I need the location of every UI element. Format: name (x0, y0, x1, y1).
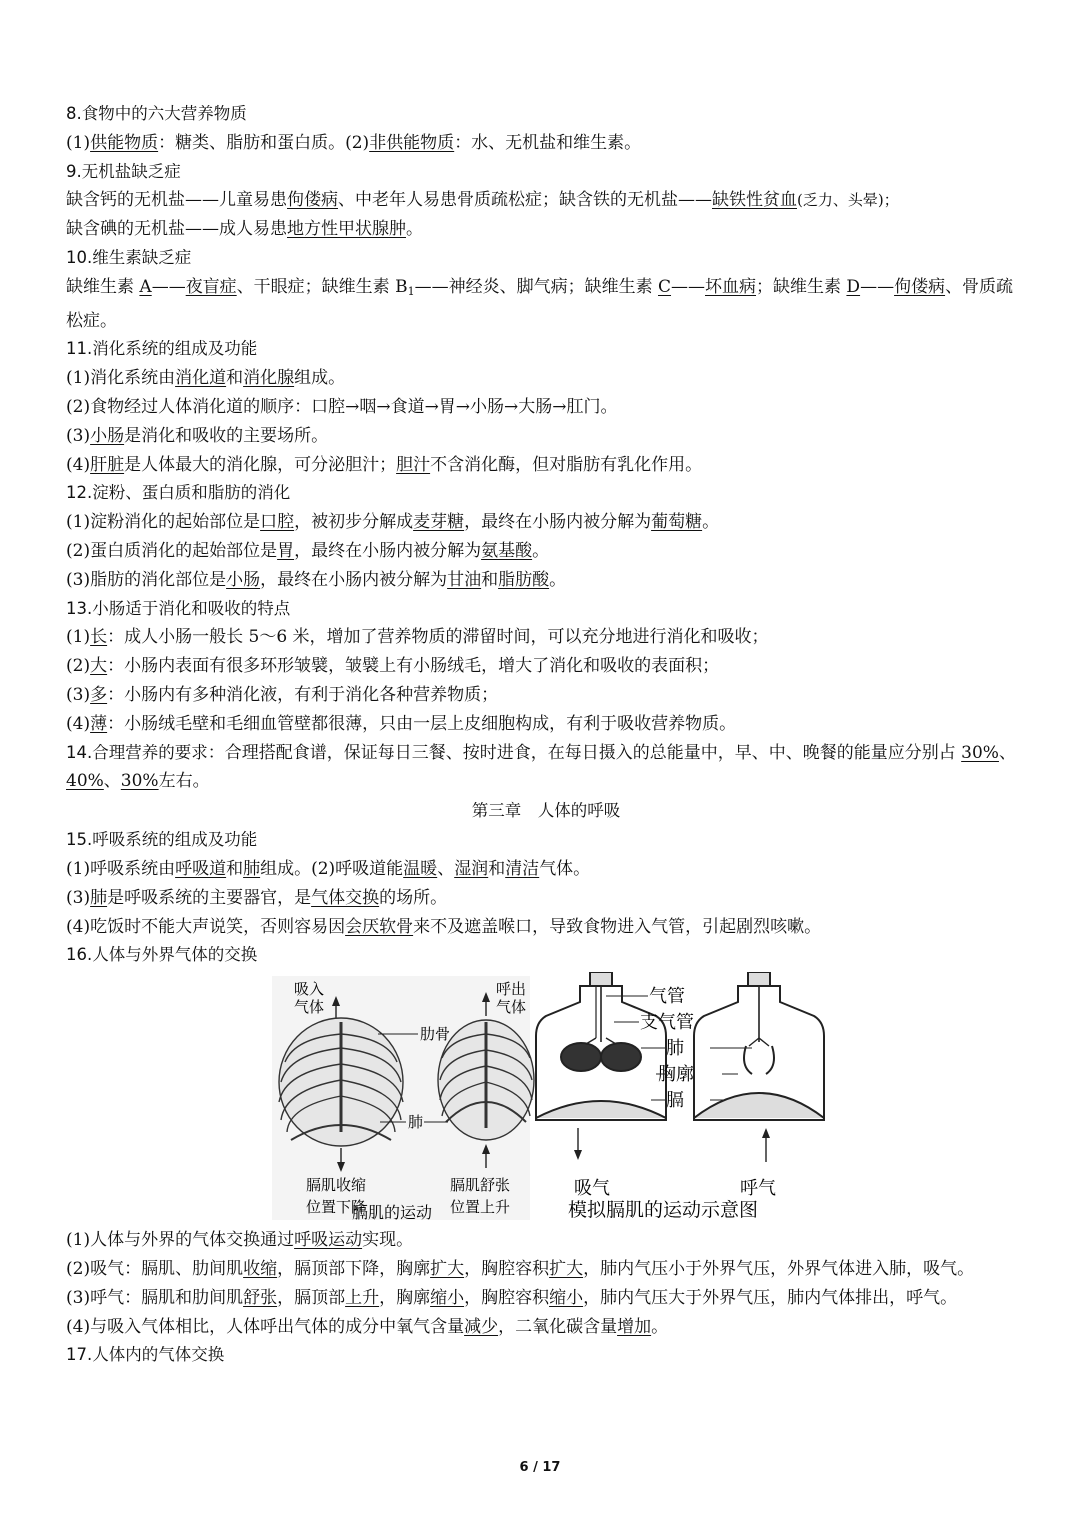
document-page (66, 100, 1026, 1370)
left-caption: 膈肌的运动 (352, 1203, 433, 1223)
section-13-line-4: (4)薄：小肠绒毛壁和毛细血管壁都很薄，只由一层上皮细胞构成，有利于吸收营养物质。 (66, 713, 737, 734)
contract-label-2: 位置下降 (306, 1198, 367, 1217)
section-8-line-1: (1)供能物质：糖类、脂肪和蛋白质。(2)非供能物质：水、无机盐和维生素。 (66, 132, 642, 153)
section-10-title: 10.维生素缺乏症 (66, 247, 192, 267)
section-11-line-2: (2)食物经过人体消化道的顺序：口腔→咽→食道→胃→小肠→大肠→肛门。 (66, 396, 618, 417)
inhale-air-label-1: 吸入 (294, 980, 325, 999)
model-label-lung: 肺 (666, 1038, 684, 1060)
section-15-line-1: (1)呼吸系统由呼吸道和肺组成。(2)呼吸道能温暖、湿润和清洁气体。 (66, 858, 591, 879)
section-15-title: 15.呼吸系统的组成及功能 (66, 830, 258, 850)
section-16-line-4: (4)与吸入气体相比，人体呼出气体的成分中氧气含量减少，二氧化碳含量增加。 (66, 1316, 669, 1337)
section-9-line-2: 缺含碘的无机盐——成人易患地方性甲状腺肿。 (66, 219, 423, 240)
section-9-line-1: 缺含钙的无机盐——儿童易患佝偻病、中老年人易患骨质疏松症；缺含铁的无机盐——缺铁性贫血(乏力、头晕)； (66, 190, 899, 211)
exhale-label: 呼气 (740, 1178, 776, 1200)
inhale-label: 吸气 (574, 1178, 610, 1200)
section-10-text: 缺维生素 A——夜盲症、干眼症；缺维生素 $B_1——$神经炎、脚气病；缺维生素 C——坏血病；缺维生素 D——佝偻病、骨质疏松症。 (66, 276, 1014, 331)
ribcage-left (279, 1018, 403, 1146)
section-16-line-1: (1)人体与外界的气体交换通过呼吸运动实现。 (66, 1230, 414, 1251)
inhale-air-label-2: 气体 (294, 998, 325, 1017)
relax-label-2: 位置上升 (450, 1198, 511, 1217)
relax-label-1: 膈肌舒张 (450, 1176, 511, 1195)
lung-label: 肺 (408, 1113, 424, 1132)
breathing-figure (66, 972, 1026, 1224)
bell-jar-right (694, 972, 824, 1120)
section-16-title: 16.人体与外界气体的交换 (66, 945, 258, 965)
section-12-line-1: (1)淀粉消化的起始部位是口腔，被初步分解成麦芽糖，最终在小肠内被分解为葡萄糖。 (66, 512, 720, 533)
model-label-diaphragm: 膈 (666, 1090, 684, 1112)
exhale-model-arrow-head (762, 1128, 770, 1138)
rib-label: 肋骨 (420, 1025, 451, 1044)
section-12-line-2: (2)蛋白质消化的起始部位是胃，最终在小肠内被分解为氨基酸。 (66, 540, 550, 561)
section-13-line-3: (3)多：小肠内有多种消化液，有利于消化各种营养物质； (66, 684, 499, 705)
section-15-line-2: (3)肺是呼吸系统的主要器官，是气体交换的场所。 (66, 887, 448, 908)
section-13-line-2: (2)大：小肠内表面有很多环形皱襞，皱襞上有小肠绒毛，增大了消化和吸收的表面积； (66, 656, 720, 677)
exhale-air-label-1: 呼出 (496, 980, 527, 999)
contract-label-1: 膈肌收缩 (306, 1176, 367, 1195)
section-15-line-3: (4)吃饭时不能大声说笑，否则容易因会厌软骨来不及遮盖喉口，导致食物进入气管，引起剧烈咳嗽。 (66, 916, 822, 937)
bell-jar-left (536, 972, 666, 1120)
chapter-title: 第三章 人体的呼吸 (471, 801, 621, 821)
section-14-text: 14.合理营养的要求：合理搭配食谱，保证每日三餐、按时进食，在每日摄入的总能量中，早、中、晚餐的能量应分别占 30%、40%、30%左右。 (66, 742, 1016, 792)
model-label-trachea: 气管 (649, 986, 685, 1008)
section-11-line-4: (4)肝脏是人体最大的消化腺，可分泌胆汁；胆汁不含消化酶，但对脂肪有乳化作用。 (66, 454, 703, 475)
section-11-line-3: (3)小肠是消化和吸收的主要场所。 (66, 425, 329, 446)
model-label-bronchus: 支气管 (640, 1012, 694, 1034)
exhale-air-label-2: 气体 (496, 998, 527, 1017)
section-11-title: 11.消化系统的组成及功能 (66, 339, 258, 359)
ribcage-right (438, 1020, 534, 1140)
breathing-diagram-svg (66, 972, 1026, 1224)
section-16-line-2: (2)吸气：膈肌、肋间肌收缩，膈顶部下降，胸廓扩大，胸腔容积扩大，肺内气压小于外界气压，外界气体进入肺，吸气。 (66, 1258, 975, 1279)
section-11-line-1: (1)消化系统由消化道和消化腺组成。 (66, 368, 346, 389)
section-12-line-3: (3)脂肪的消化部位是小肠，最终在小肠内被分解为甘油和脂肪酸。 (66, 569, 567, 590)
section-13-line-1: (1)长：成人小肠一般长 5～6 米，增加了营养物质的滞留时间，可以充分地进行消化和吸收； (66, 627, 769, 648)
inhale-model-arrow-head (574, 1150, 582, 1160)
section-17-title: 17.人体内的气体交换 (66, 1345, 225, 1365)
section-9-title: 9.无机盐缺乏症 (66, 161, 181, 181)
model-label-thorax: 胸廓 (658, 1064, 694, 1086)
section-16-line-3: (3)呼气：膈肌和肋间肌舒张，膈顶部上升，胸廓缩小，胸腔容积缩小，肺内气压大于外界气压，肺内气体排出，呼气。 (66, 1287, 958, 1308)
right-caption: 模拟膈肌的运动示意图 (568, 1199, 759, 1222)
section-13-title: 13.小肠适于消化和吸收的特点 (66, 598, 291, 618)
section-8-title: 8.食物中的六大营养物质 (66, 104, 247, 123)
page-number: 6 / 17 (519, 1460, 561, 1475)
section-12-title: 12.淀粉、蛋白质和脂肪的消化 (66, 483, 291, 503)
